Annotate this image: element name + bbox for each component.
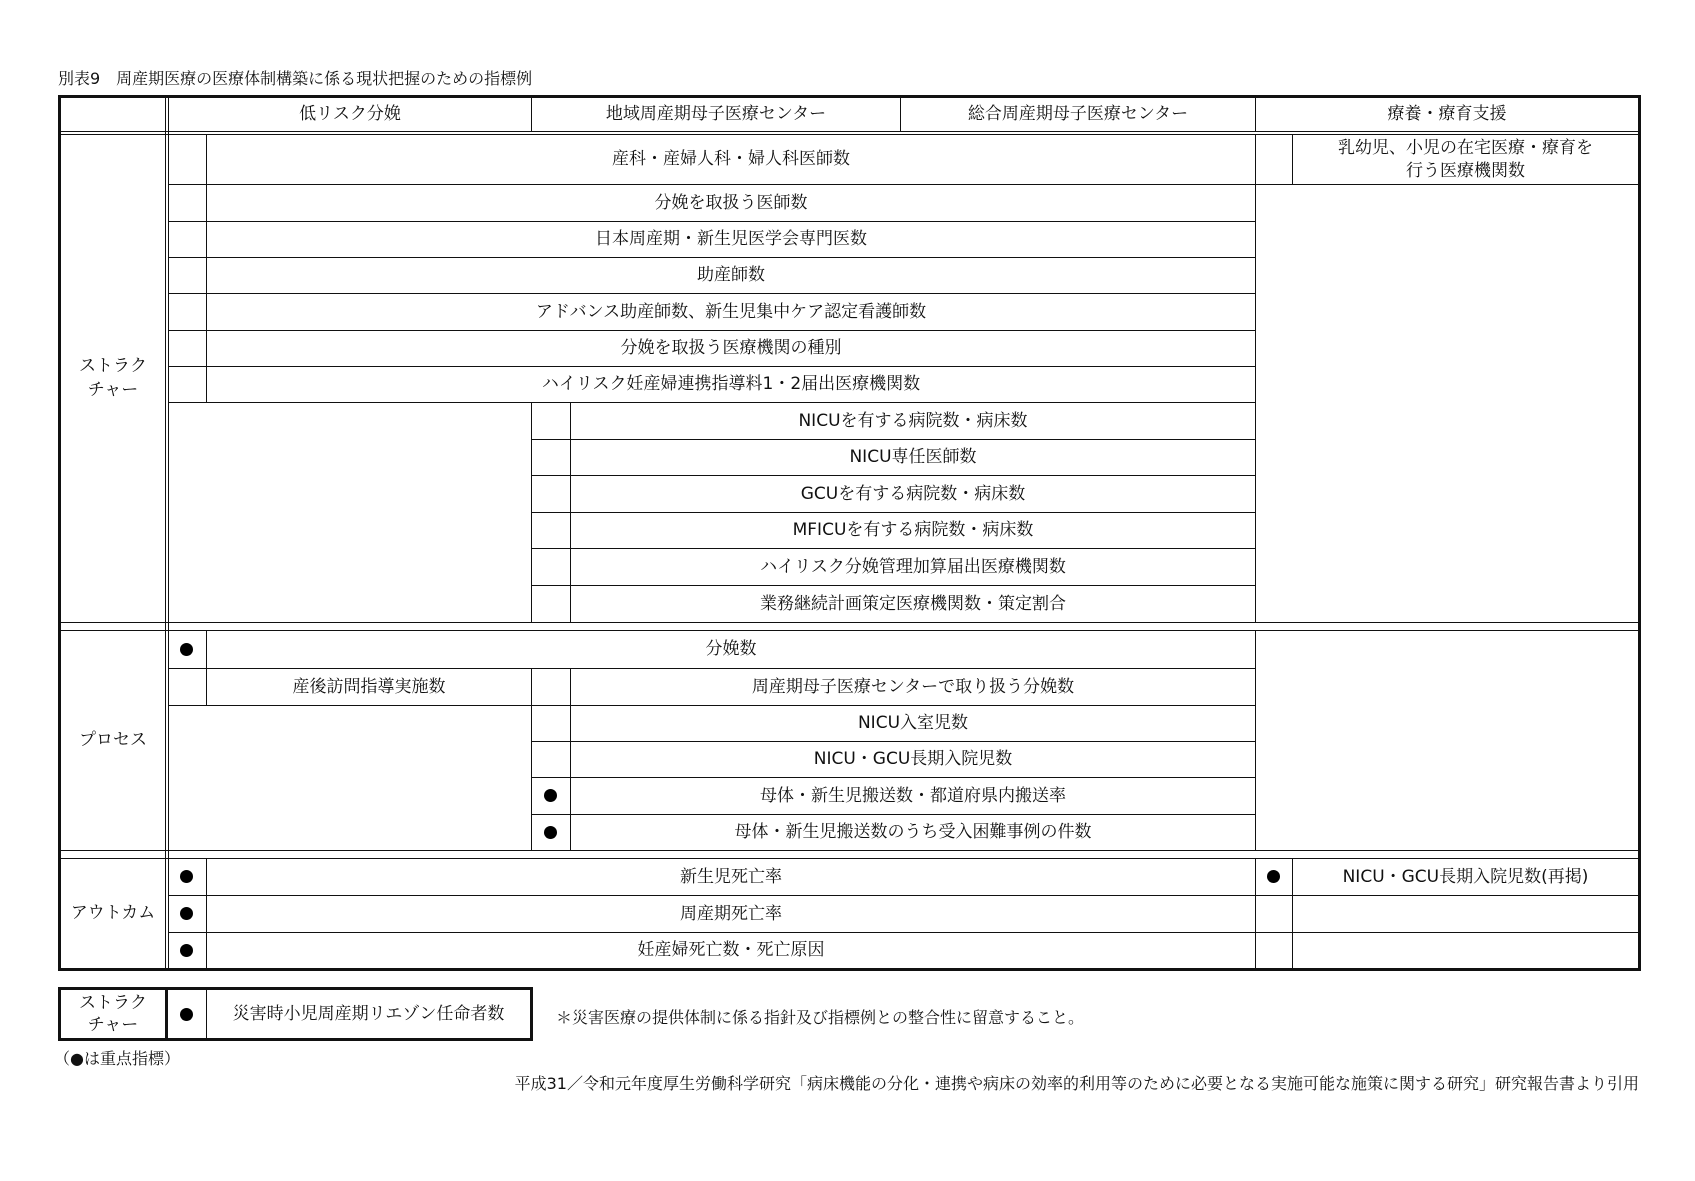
indicator-perinatal-mortality: 周産期死亡率 [680, 903, 782, 924]
legend-note: （●は重点指標） [54, 1049, 180, 1068]
column-header-regional-center: 地域周産期母子医療センター [605, 104, 827, 125]
indicator-advanced-midwives: アドバンス助産師数、新生児集中ケア認定看護師数 [535, 301, 927, 322]
key-indicator-dot [180, 944, 193, 957]
indicator-transport-difficult: 母体・新生児搬送数のうち受入困難事例の件数 [734, 822, 1092, 843]
disaster-note: ＊災害医療の提供体制に係る指針及び指標例との整合性に留意すること。 [556, 1008, 1085, 1027]
category-process: プロセス [79, 730, 147, 751]
indicator-specialists: 日本周産期・新生児医学会専門医数 [595, 229, 867, 250]
key-indicator-dot [1267, 870, 1280, 883]
disaster-category-line2: チャー [87, 1015, 139, 1035]
key-indicator-dot [180, 870, 193, 883]
category-structure [61, 135, 165, 622]
indicator-nicu-admissions: NICU入室児数 [857, 713, 969, 734]
indicator-postpartum-visits: 産後訪問指導実施数 [292, 676, 446, 697]
indicator-nicu-hospitals: NICUを有する病院数・病床数 [798, 410, 1028, 431]
category-structure-line2: チャー [87, 379, 139, 400]
indicator-delivery-doctors: 分娩を取扱う医師数 [654, 192, 808, 213]
key-indicator-dot [544, 789, 557, 802]
indicator-home-care-facilities [1293, 135, 1638, 184]
indicator-center-deliveries: 周産期母子医療センターで取り扱う分娩数 [751, 676, 1075, 697]
category-outcome: アウトカム [70, 903, 156, 924]
column-header-care-support: 療養・療育支援 [1387, 104, 1507, 125]
indicator-facility-type: 分娩を取扱う医療機関の種別 [620, 338, 842, 359]
column-header-low-risk: 低リスク分娩 [299, 104, 401, 125]
table-border-right [1638, 95, 1641, 971]
column-header-general-center: 総合周産期母子医療センター [967, 104, 1189, 125]
indicator-midwives: 助産師数 [697, 265, 765, 286]
key-indicator-dot [180, 643, 193, 656]
key-indicator-dot [180, 1008, 193, 1021]
indicator-transport: 母体・新生児搬送数・都道府県内搬送率 [760, 785, 1066, 806]
indicator-long-stay: NICU・GCU長期入院児数 [813, 749, 1013, 770]
disaster-category-line1: ストラク [79, 992, 147, 1013]
table-border-bottom [58, 968, 1641, 971]
indicator-high-risk-delivery: ハイリスク分娩管理加算届出医療機関数 [760, 556, 1066, 577]
indicator-maternal-mortality: 妊産婦死亡数・死亡原因 [637, 940, 825, 961]
indicator-obstetricians: 産科・産婦人科・婦人科医師数 [612, 149, 850, 170]
disaster-category [61, 990, 165, 1038]
indicator-mficu-hospitals: MFICUを有する病院数・病床数 [792, 520, 1034, 541]
indicator-deliveries: 分娩数 [705, 639, 757, 660]
indicator-home-care-line2: 行う医療機関数 [1406, 160, 1525, 181]
indicator-gcu-hospitals: GCUを有する病院数・病床数 [800, 483, 1026, 504]
indicator-long-stay-repost: NICU・GCU長期入院児数(再掲) [1342, 866, 1589, 887]
indicator-home-care-line1: 乳幼児、小児の在宅医療・療育を [1338, 138, 1593, 159]
indicator-high-risk-fee: ハイリスク妊産婦連携指導料1・2届出医療機関数 [541, 374, 921, 395]
category-structure-line1: ストラク [79, 355, 147, 376]
indicator-bcp: 業務継続計画策定医療機関数・策定割合 [760, 593, 1066, 614]
key-indicator-dot [544, 826, 557, 839]
source-note: 平成31／令和元年度厚生労働科学研究「病床機能の分化・連携や病床の効率的利用等のために必要となる実施可能な施策に関する研究」研究報告書より引用 [514, 1074, 1639, 1093]
indicator-nicu-doctors: NICU専任医師数 [849, 447, 977, 468]
key-indicator-dot [180, 907, 193, 920]
indicator-disaster-liaison: 災害時小児周産期リエゾン任命者数 [232, 1003, 505, 1024]
document-title: 別表9 周産期医療の医療体制構築に係る現状把握のための指標例 [58, 69, 533, 88]
indicator-neonatal-mortality: 新生児死亡率 [680, 866, 782, 887]
